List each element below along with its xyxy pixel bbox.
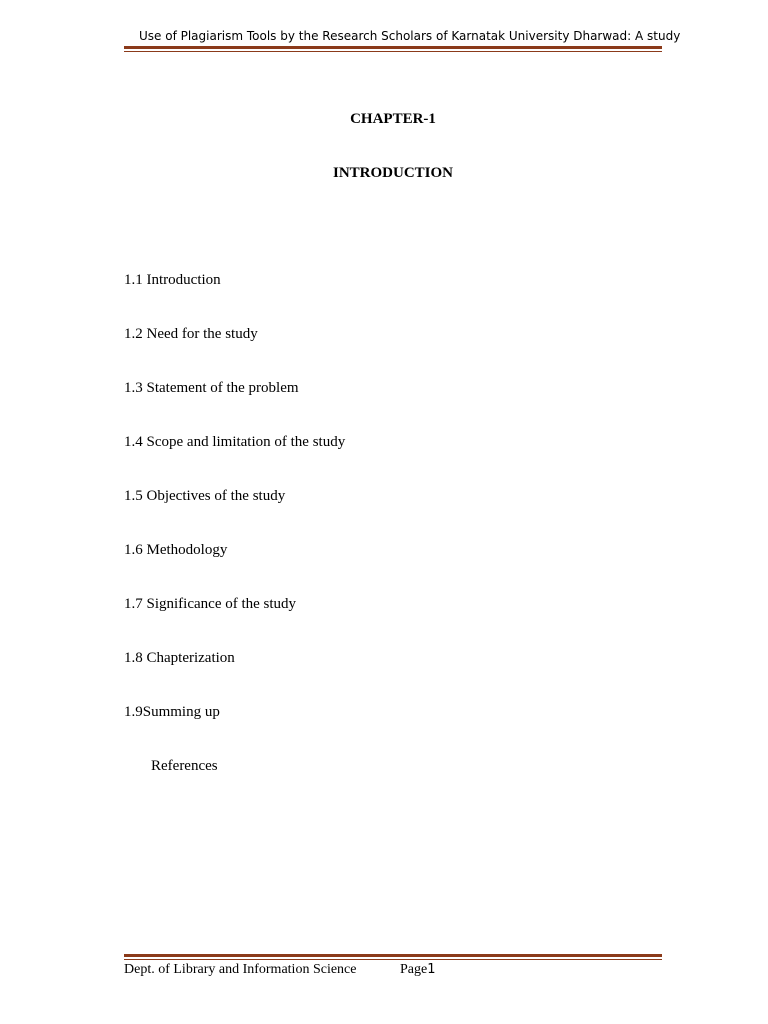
footer-page xyxy=(400,961,436,979)
running-title: Use of Plagiarism Tools by the Research Scholars of Karnatak University Dharwad: A study xyxy=(139,29,681,43)
footer-rule-thin xyxy=(124,959,662,960)
toc-item: 1.2 Need for the study xyxy=(124,326,258,342)
page-label: Page xyxy=(400,962,428,977)
toc-item: 1.5 Objectives of the study xyxy=(124,488,286,504)
toc-item-references: References xyxy=(151,758,218,774)
chapter-number: CHAPTER-1 xyxy=(350,111,436,127)
toc-item: 1.1 Introduction xyxy=(124,272,221,288)
footer-department: Dept. of Library and Information Science xyxy=(124,962,357,977)
header-rule-thin xyxy=(124,51,662,52)
chapter-title: INTRODUCTION xyxy=(332,165,453,181)
footer-rule-thick xyxy=(124,954,662,957)
toc-item: 1.4 Scope and limitation of the study xyxy=(124,434,346,450)
table-of-contents xyxy=(124,271,345,811)
toc-item: 1.6 Methodology xyxy=(124,542,228,558)
toc-item: 1.8 Chapterization xyxy=(124,650,235,666)
toc-item: 1.7 Significance of the study xyxy=(124,596,297,612)
header-rule-thick xyxy=(124,46,662,49)
toc-item: 1.3 Statement of the problem xyxy=(124,380,299,396)
toc-item: 1.9Summing up xyxy=(124,704,220,720)
page-number: 1 xyxy=(427,962,436,977)
